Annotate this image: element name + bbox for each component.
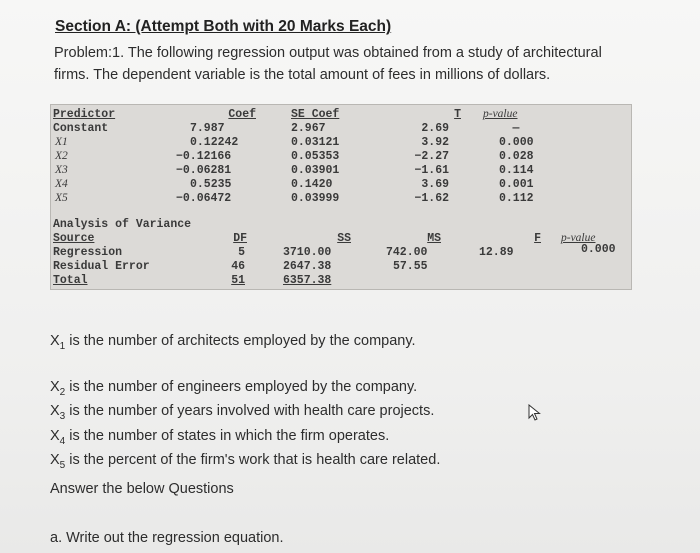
anova-header-f: F (534, 232, 541, 245)
section-heading: Section A: (Attempt Both with 20 Marks Each) (55, 18, 392, 35)
header-p-value: p-value (483, 108, 518, 120)
anova-residual-label: Residual Error (53, 260, 150, 273)
row-x3-label: X3 (55, 164, 68, 176)
row-x3-coef: −0.06281 (176, 164, 232, 177)
header-t: T (454, 108, 461, 121)
row-constant-p: — (512, 122, 520, 135)
row-x3-p: 0.114 (499, 164, 534, 177)
question-a: a. Write out the regression equation. (50, 530, 284, 546)
row-x5-t: −1.62 (414, 192, 449, 205)
mouse-pointer-icon (528, 404, 542, 422)
row-x5-p: 0.112 (499, 192, 534, 205)
anova-residual-ss: 2647.38 (283, 260, 332, 273)
variable-definition: $X_2$ is the number of engineers employed by the company. (50, 379, 418, 398)
intro-line-1: Problem:1. The following regression output was obtained from a study of architectural (54, 45, 602, 61)
row-x1-p: 0.000 (499, 136, 534, 149)
row-x5-coef: −0.06472 (176, 192, 232, 205)
variable-definition: $X_3$ is the number of years involved with health care projects. (50, 403, 435, 422)
variable-definition: $X_1$ is the number of architects employed by the company. (50, 333, 416, 352)
row-x4-label: X4 (55, 178, 68, 190)
row-x4-t: 3.69 (421, 178, 449, 191)
row-constant-label: Constant (53, 122, 109, 135)
anova-header-df: DF (233, 232, 247, 245)
row-x5-se: 0.03999 (291, 192, 340, 205)
anova-regression-df: 5 (238, 246, 245, 259)
row-constant-se: 2.967 (291, 122, 326, 135)
row-x4-p: 0.001 (499, 178, 534, 191)
header-se-coef: SE Coef (291, 108, 340, 121)
row-x2-se: 0.05353 (291, 150, 340, 163)
anova-header-source: Source (53, 232, 95, 245)
variable-definition: $X_4$ is the number of states in which the firm operates. (50, 428, 390, 447)
regression-output-table (50, 104, 632, 290)
anova-regression-ms: 742.00 (386, 246, 428, 259)
header-predictor: Predictor (53, 108, 116, 121)
anova-regression-f: 12.89 (479, 246, 514, 259)
anova-regression-p: 0.000 (581, 243, 616, 256)
anova-title: Analysis of Variance (53, 218, 192, 231)
row-x1-coef: 0.12242 (190, 136, 239, 149)
row-x4-se: 0.1420 (291, 178, 333, 191)
row-x5-label: X5 (55, 192, 68, 204)
anova-regression-label: Regression (53, 246, 123, 259)
row-x4-coef: 0.5235 (190, 178, 232, 191)
variable-definition: $X_5$ is the percent of the firm's work that is health care related. (50, 452, 441, 471)
row-constant-coef: 7.987 (190, 122, 225, 135)
row-x2-p: 0.028 (499, 150, 534, 163)
intro-line-2: firms. The dependent variable is the total amount of fees in millions of dollars. (54, 67, 551, 83)
row-constant-t: 2.69 (421, 122, 449, 135)
row-x1-se: 0.03121 (291, 136, 340, 149)
instruction-text: Answer the below Questions (50, 481, 234, 497)
anova-header-ss: SS (337, 232, 351, 245)
anova-total-df: 51 (231, 274, 245, 287)
row-x3-t: −1.61 (414, 164, 449, 177)
row-x2-coef: −0.12166 (176, 150, 232, 163)
problem-intro (54, 42, 679, 86)
anova-header-p: p-value (561, 232, 596, 244)
row-x1-label: X1 (55, 136, 68, 148)
row-x2-label: X2 (55, 150, 68, 162)
row-x3-se: 0.03901 (291, 164, 340, 177)
anova-total-ss: 6357.38 (283, 274, 332, 287)
anova-regression-ss: 3710.00 (283, 246, 332, 259)
anova-residual-ms: 57.55 (393, 260, 428, 273)
row-x2-t: −2.27 (414, 150, 449, 163)
header-coef: Coef (228, 108, 256, 121)
anova-header-ms: MS (427, 232, 441, 245)
row-x1-t: 3.92 (421, 136, 449, 149)
anova-total-label: Total (53, 274, 88, 287)
anova-residual-df: 46 (231, 260, 245, 273)
